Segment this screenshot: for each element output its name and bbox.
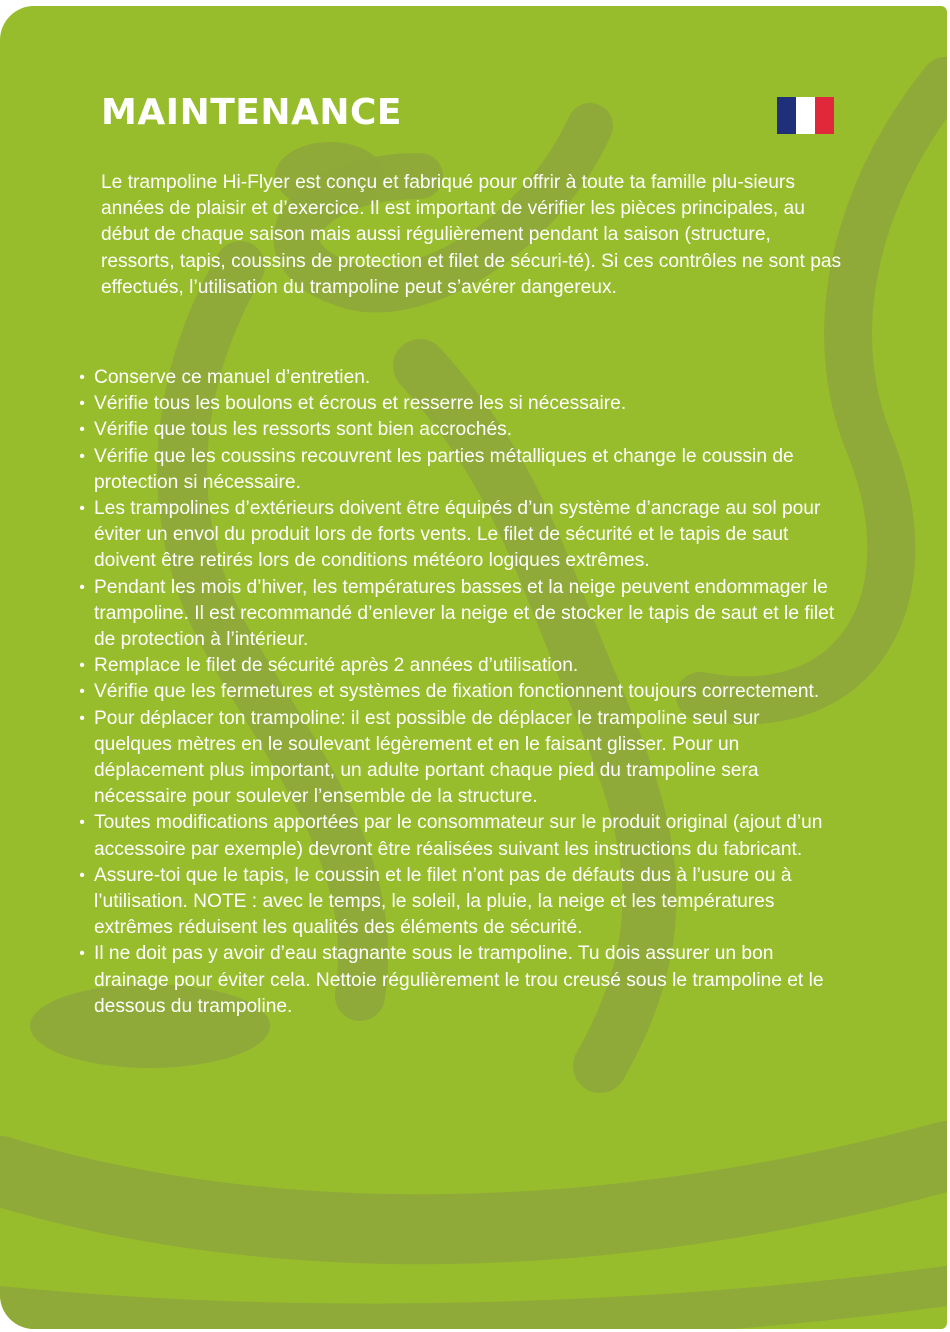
flag-stripe-white: [796, 97, 815, 134]
list-item: [75, 575, 835, 654]
flag-stripe-red: [815, 97, 834, 134]
list-item: [75, 863, 835, 942]
bullet-icon: •: [79, 709, 85, 727]
list-item-text: Vérifie que les coussins recouvrent les parties métalliques et change le coussin de protection si nécessaire.: [94, 445, 794, 493]
list-item-text: Remplace le filet de sécurité après 2 années d’utilisation.: [94, 655, 579, 677]
list-item: [75, 941, 835, 1020]
list-item-text: Pour déplacer ton trampoline: il est possible de déplacer le trampoline seul sur quelques mètres en le soulevant légèrement et en le faisant glisser. Pour un déplacement plus important, un adulte portant chaque pied du trampoline sera nécessaire pour soulever l’ensemble de la structure.: [94, 707, 760, 808]
list-item: [75, 365, 835, 391]
list-item-text: Conserve ce manuel d’entretien.: [94, 367, 371, 388]
bullet-icon: •: [79, 421, 85, 439]
bullet-icon: •: [79, 814, 85, 832]
flag-stripe-blue: [777, 97, 796, 134]
list-item-text: Assure-toi que le tapis, le coussin et le filet n’ont pas de défauts dus à l’usure ou à l’utilisation. NOTE : avec le temps, le soleil, la pluie, la neige et les températures extrêmes réduisent les qualités des éléments de sécurité.: [94, 864, 792, 939]
bullet-icon: •: [79, 447, 85, 465]
page-title: MAINTENANCE: [101, 92, 402, 133]
list-item: [75, 679, 835, 705]
french-flag-icon: [777, 97, 834, 134]
maintenance-checklist: [75, 365, 835, 1020]
maintenance-page: [0, 6, 947, 1329]
list-item-text: Vérifie que tous les ressorts sont bien accrochés.: [94, 419, 513, 441]
intro-paragraph: Le trampoline Hi-Flyer est conçu et fabriqué pour offrir à toute ta famille plu-sieurs années de plaisir et d’exercice. Il est important de vérifier les pièces principales, au début de chaque saison mais aussi régulièrement pendant la saison (structure, ressorts, tapis, coussins de protection et filet de sécuri-té). Si ces contrôles ne sont pas effectués, l’utilisation du trampoline peut s’avérer dangereux.: [101, 172, 842, 298]
list-item-text: Vérifie que les fermetures et systèmes de fixation fonctionnent toujours correctement.: [94, 681, 820, 703]
list-item: [75, 810, 835, 862]
list-item: [75, 653, 835, 679]
list-item: [75, 706, 835, 811]
bullet-icon: •: [79, 578, 85, 596]
list-item: [75, 444, 835, 496]
list-item: [75, 417, 835, 443]
list-item: [75, 391, 835, 417]
list-item-text: Vérifie tous les boulons et écrous et resserre les si nécessaire.: [94, 393, 627, 415]
list-item-text: Toutes modifications apportées par le consommateur sur le produit original (ajout d’un accessoire par exemple) devront être réalisées suivant les instructions du fabricant.: [94, 812, 823, 860]
list-item-text: Les trampolines d’extérieurs doivent être équipés d’un système d’ancrage au sol pour éviter un envol du produit lors de forts vents. Le filet de sécurité et le tapis de saut doivent être retirés lors de conditions météoro logiques extrêmes.: [94, 498, 821, 572]
bullet-icon: •: [79, 657, 85, 675]
list-item: [75, 496, 835, 575]
bullet-icon: •: [79, 945, 85, 963]
bullet-icon: •: [79, 500, 85, 518]
list-item-text: Il ne doit pas y avoir d’eau stagnante sous le trampoline. Tu dois assurer un bon drainage pour éviter cela. Nettoie régulièrement le trou creusé sous le trampoline et le dessous du trampoline.: [94, 943, 824, 1017]
bullet-icon: •: [79, 369, 85, 386]
list-item-text: Pendant les mois d’hiver, les températures basses et la neige peuvent endommager le trampoline. Il est recommandé d’enlever la neige et de stocker le tapis de saut et le filet de protection à l’intérieur.: [94, 576, 835, 651]
bullet-icon: •: [79, 866, 85, 884]
bullet-icon: •: [79, 683, 85, 701]
bullet-icon: •: [79, 395, 85, 413]
